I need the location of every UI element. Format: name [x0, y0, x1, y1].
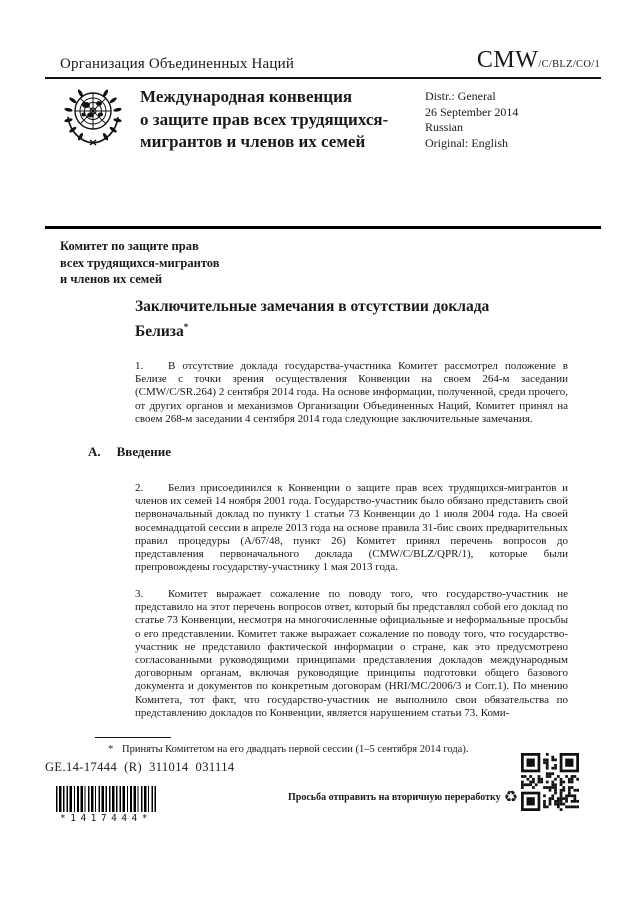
paragraph-2: [135, 482, 568, 574]
header-rule: [45, 77, 601, 79]
paragraph-3: [135, 588, 568, 720]
footnote-marker: *: [108, 744, 114, 755]
convention-title: [140, 86, 430, 154]
paragraph-text: Белиз присоединился к Конвенции о защите прав всех трудящихся-мигрантов и членов их семей 14 ноября 2001 года. Государство-участник было обязано представить свой первоначальный доклад по пункту 1 статьи 73 Конвенции до 1 июля 2004 года. На своей восемнадцатой сессии в апреле 2013 года на основе правила 31-бис своих предварительных правил процедуры (A/67/48, пункт 26) Комитет принял перечень вопросов до представления первоначального доклада (CMW/C/BLZ/QPR/1), которые были препровождены государству-участнику 1 мая 2013 года.: [135, 482, 568, 574]
footnote-reference: *: [183, 322, 189, 332]
footnote: [108, 743, 548, 756]
distr-original: Original: English: [425, 135, 508, 150]
convention-title-line: Международная конвенция: [140, 87, 353, 106]
recycle-notice: [240, 789, 518, 805]
distr-language: Russian: [425, 120, 464, 134]
doc-symbol: [380, 47, 600, 74]
un-emblem-icon: [60, 84, 126, 154]
doc-symbol-main: CMW: [476, 47, 539, 73]
footnote-rule: [95, 737, 171, 738]
org-name: Организация Объединенных Наций: [60, 56, 295, 72]
committee-line: Комитет по защите прав: [60, 239, 199, 253]
distr-type: Distr.: General: [425, 89, 496, 103]
section-title: Введение: [116, 444, 172, 459]
footnote-text: Приняты Комитетом на его двадцать первой сессии (1–5 сентября 2014 года).: [122, 744, 469, 755]
barcode: [56, 786, 156, 824]
doc-symbol-suffix: /C/BLZ/CO/1: [538, 59, 600, 70]
paragraph-number: 2.: [135, 482, 144, 494]
page-title-text: Заключительные замечания в отсутствии доклада Белиза: [135, 298, 490, 341]
paragraph-text: В отсутствие доклада государства-участника Комитет рассмотрел положение в Белизе с точки зрения осуществления Конвенции на своем 264-м заседании (CMW/C/SR.264) 2 сентября 2014 года. На основе информации, полученной, среди прочего, от других органов и механизмов Организации Объединенных Наций, Комитет принял на своем 268-м заседании 4 сентября 2014 года следующие заключительные замечания.: [135, 360, 568, 425]
committee-line: и членов их семей: [60, 272, 163, 286]
convention-title-line: мигрантов и членов их семей: [140, 132, 366, 151]
paragraph-1: [135, 360, 568, 426]
barcode-bars-icon: [56, 786, 156, 812]
section-heading-a: [88, 444, 171, 460]
distr-date: 26 September 2014: [425, 104, 519, 119]
barcode-digits: *1417444*: [60, 813, 152, 824]
page-title: [135, 296, 525, 342]
paragraph-text: Комитет выражает сожаление по поводу того, что государство-участник не представило на этот перечень вопросов ответ, который бы представлял собой его доклад по статье 73 Конвенции, несмотря на многочисленные официальные и неформальные просьбы о его представлении. Комитет также выражает сожаление по поводу того, что государство-участник не представило фактической информации о стране, как это предусмотрено согласованными руководящими принципами представления докладов международным договорным органам, включая руководящие принципы подготовки общего базового документа и документов по конкретным договорам (HRI/MC/2006/3 и Corr.1). По мнению Комитета, тот факт, что государство-участник не выполнило свои обязательства по представлению докладов по Конвенции, является нарушением статьи 73. Коми-: [135, 588, 568, 719]
masthead-rule: [45, 226, 601, 229]
committee-name: [60, 238, 220, 288]
ge-number: GE.14-17444 (R) 311014 031114: [45, 760, 235, 774]
recycle-icon: ♻: [503, 787, 518, 806]
paragraph-number: 1.: [135, 360, 144, 372]
committee-line: всех трудящихся-мигрантов: [60, 255, 220, 270]
section-letter: A.: [88, 444, 101, 459]
paragraph-number: 3.: [135, 588, 144, 600]
distribution-block: [425, 89, 518, 151]
convention-title-line: о защите прав всех трудящихся-: [140, 109, 389, 129]
qr-code-icon: [521, 753, 579, 811]
recycle-text: Просьба отправить на вторичную переработку: [288, 791, 501, 803]
